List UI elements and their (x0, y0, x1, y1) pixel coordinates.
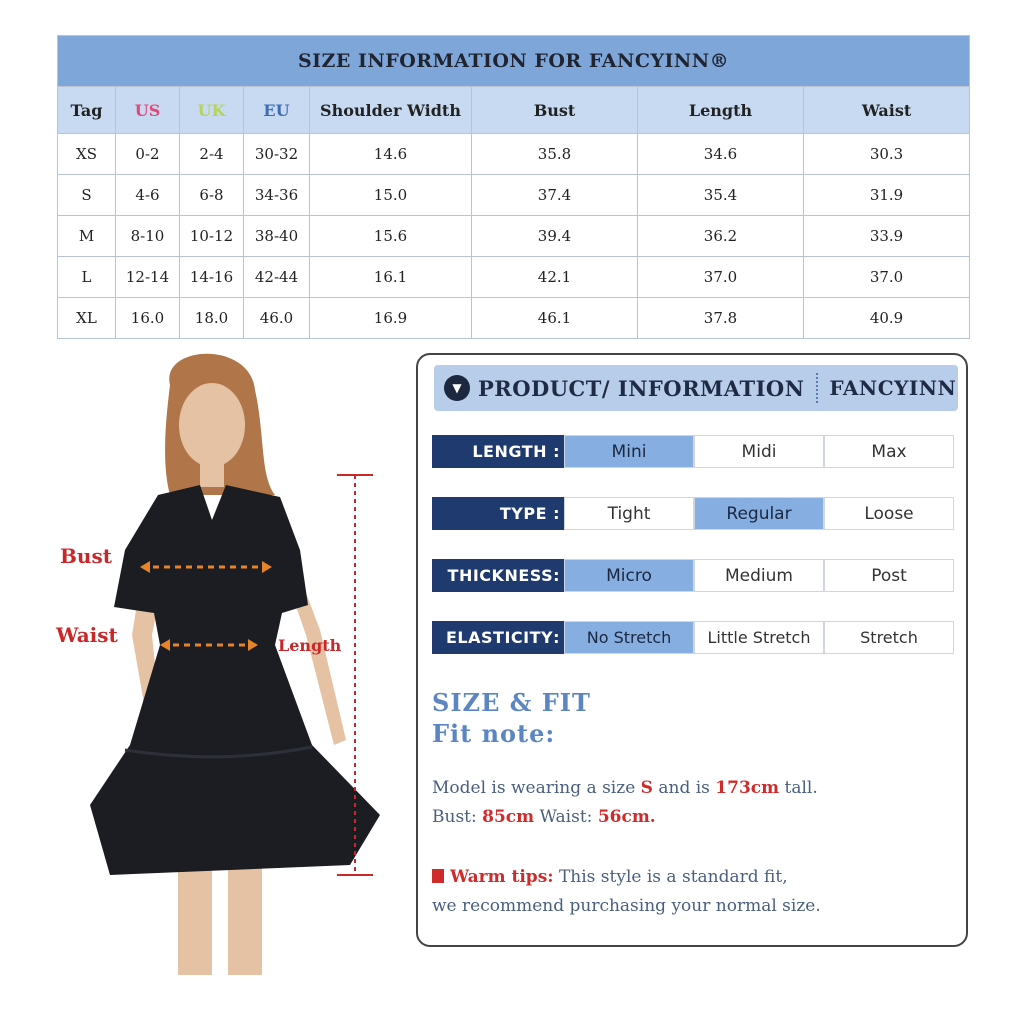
fit-note-title: Fit note: (432, 719, 556, 748)
table-cell: 15.0 (310, 175, 472, 216)
table-row (58, 216, 970, 257)
table-cell: 34-36 (244, 175, 310, 216)
table-cell: 2-4 (180, 134, 244, 175)
size-table-header-row (58, 87, 970, 134)
option-micro: Micro (564, 559, 694, 592)
attribute-label-thickness: THICKNESS : (432, 559, 564, 592)
table-cell: 37.4 (472, 175, 638, 216)
option-no-stretch: No Stretch (564, 621, 694, 654)
size-table-body (58, 134, 970, 339)
table-cell: 35.8 (472, 134, 638, 175)
warm-tips-line1: Warm tips: This style is a standard fit, (432, 867, 788, 887)
table-cell: 39.4 (472, 216, 638, 257)
model-photo (50, 345, 400, 985)
bust-label: Bust (60, 544, 112, 568)
table-cell: 37.0 (638, 257, 804, 298)
header-tag: Tag (58, 87, 116, 134)
table-cell: 37.8 (638, 298, 804, 339)
table-cell: XS (58, 134, 116, 175)
attribute-label-elasticity: ELASTICITY : (432, 621, 564, 654)
size-table-title-row (58, 36, 970, 87)
brand-name: FANCYINN (829, 376, 957, 400)
attribute-label-length: LENGTH : (432, 435, 564, 468)
table-cell: 31.9 (804, 175, 970, 216)
table-cell: 14.6 (310, 134, 472, 175)
table-cell: 16.9 (310, 298, 472, 339)
option-regular: Regular (694, 497, 824, 530)
size-fit-title: SIZE & FIT (432, 688, 591, 717)
option-stretch: Stretch (824, 621, 954, 654)
attribute-label-type: TYPE : (432, 497, 564, 530)
size-chart-table (57, 35, 970, 339)
header-bust: Bust (472, 87, 638, 134)
chevron-down-icon: ▼ (444, 375, 470, 401)
table-cell: 35.4 (638, 175, 804, 216)
table-cell: 34.6 (638, 134, 804, 175)
table-row (58, 134, 970, 175)
attribute-row-length (432, 435, 958, 468)
header-length: Length (638, 87, 804, 134)
option-medium: Medium (694, 559, 824, 592)
table-cell: XL (58, 298, 116, 339)
table-cell: 0-2 (116, 134, 180, 175)
header-divider (816, 373, 819, 403)
table-cell: M (58, 216, 116, 257)
table-row (58, 257, 970, 298)
table-cell: 46.0 (244, 298, 310, 339)
option-loose: Loose (824, 497, 954, 530)
attribute-row-elasticity (432, 621, 958, 654)
tip-marker-icon (432, 869, 444, 883)
length-label: Length (278, 636, 342, 655)
table-cell: 46.1 (472, 298, 638, 339)
table-cell: 38-40 (244, 216, 310, 257)
table-cell: 16.1 (310, 257, 472, 298)
table-cell: 8-10 (116, 216, 180, 257)
option-post: Post (824, 559, 954, 592)
table-cell: 33.9 (804, 216, 970, 257)
table-cell: 4-6 (116, 175, 180, 216)
table-cell: S (58, 175, 116, 216)
header-us: US (116, 87, 180, 134)
table-cell: 30-32 (244, 134, 310, 175)
size-table-title: SIZE INFORMATION FOR FANCYINN® (58, 36, 970, 87)
table-cell: 30.3 (804, 134, 970, 175)
table-cell: 6-8 (180, 175, 244, 216)
table-cell: 16.0 (116, 298, 180, 339)
attribute-row-thickness (432, 559, 958, 592)
table-cell: L (58, 257, 116, 298)
table-cell: 42-44 (244, 257, 310, 298)
header-uk: UK (180, 87, 244, 134)
option-midi: Midi (694, 435, 824, 468)
header-waist: Waist (804, 87, 970, 134)
product-info-header (434, 365, 958, 411)
option-mini: Mini (564, 435, 694, 468)
table-row (58, 298, 970, 339)
option-max: Max (824, 435, 954, 468)
table-row (58, 175, 970, 216)
waist-label: Waist (56, 623, 118, 647)
table-cell: 18.0 (180, 298, 244, 339)
table-cell: 36.2 (638, 216, 804, 257)
option-little-stretch: Little Stretch (694, 621, 824, 654)
option-tight: Tight (564, 497, 694, 530)
warm-tips-line2: we recommend purchasing your normal size. (432, 896, 821, 916)
table-cell: 15.6 (310, 216, 472, 257)
product-info-card (416, 353, 968, 947)
table-cell: 10-12 (180, 216, 244, 257)
model-illustration (50, 345, 400, 985)
product-info-title: PRODUCT/ INFORMATION (478, 375, 805, 401)
table-cell: 42.1 (472, 257, 638, 298)
table-cell: 12-14 (116, 257, 180, 298)
model-measurements-note: Bust: 85cm Waist: 56cm. (432, 807, 656, 827)
table-cell: 14-16 (180, 257, 244, 298)
header-shoulder-width: Shoulder Width (310, 87, 472, 134)
attribute-row-type (432, 497, 958, 530)
table-cell: 40.9 (804, 298, 970, 339)
header-eu: EU (244, 87, 310, 134)
model-size-note: Model is wearing a size S and is 173cm tall. (432, 778, 818, 798)
table-cell: 37.0 (804, 257, 970, 298)
